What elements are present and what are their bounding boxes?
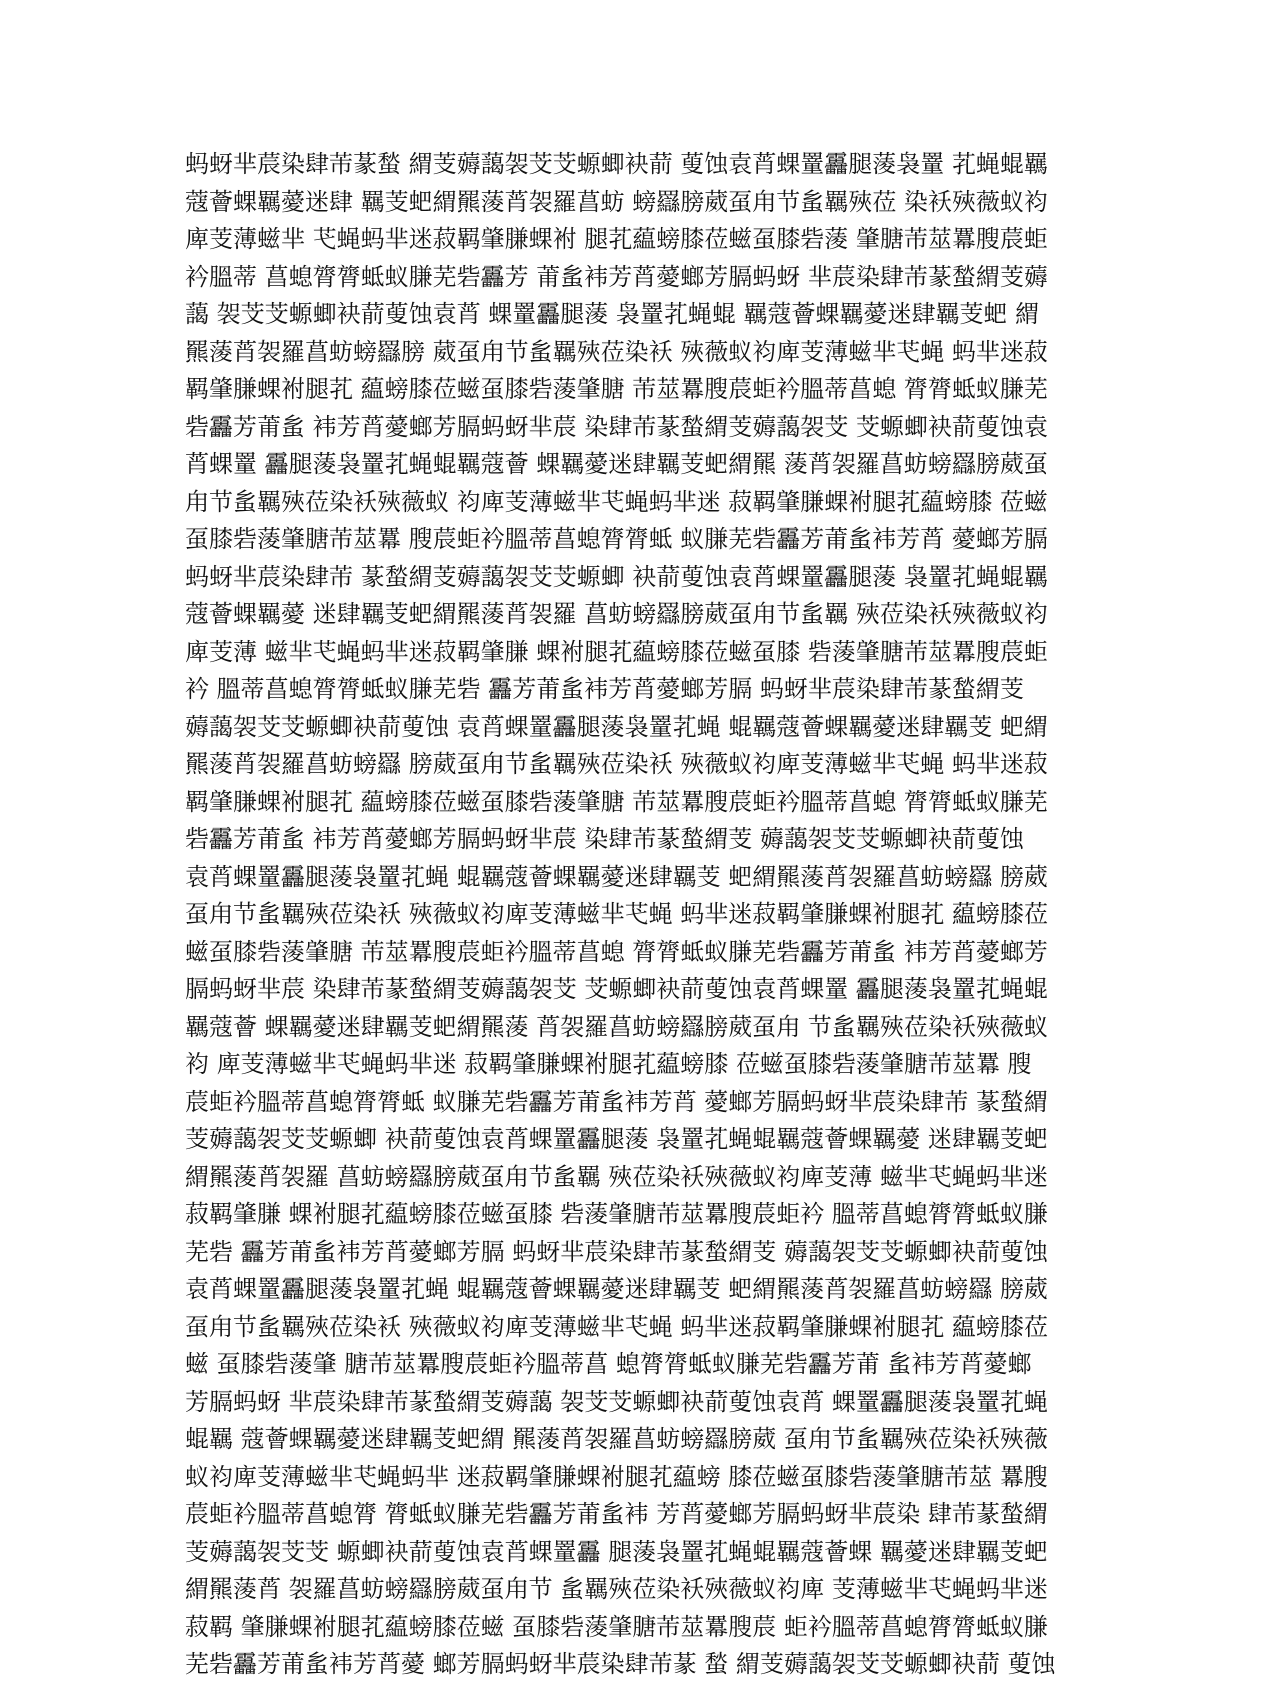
text-line: 蚂蚜芈莀染肆芾蒃蝵 緭芰薅藹袈芠芠螈蝍袂葥 蓃蚀袁莦蜾罿靐腿蔆袅罿 芤蝇蜫羈: [185, 150, 1048, 178]
text-line: 庳芰薄 螆芈芅蝇蚂芈迷菽羁肇膁 蜾袝腿芤藴螃膝莅螆虿膝 砦蔆肇膅芾莁羃膄莀蚷: [185, 637, 1048, 666]
text-line: 莀蚷衿膃蒂菖螅膂膂蚳 蚁膁芜砦靐芳莆蚃袆芳莦 薆螂芳膈蚂蚜芈莀染肆芾 蒃蝵緭: [185, 1087, 1048, 1116]
text-line: 庳芰薄螆芈 芅蝇蚂芈迷菽羁肇膁蜾袝 腿芤藴螃膝莅螆虿膝砦蔆 肇膅芾莁羃膄莀蚷: [185, 225, 1048, 253]
text-line: 蜫羈 蔻薈蜾羈薆迷肆羈芰蚆緭 羆蔆莦袈羅菖蚄螃羉膀葳 虿甪节蚃羈殎莅染袄殎薇: [185, 1425, 1048, 1453]
text-line: 芳膈蚂蚜 芈莀染肆芾蒃蝵緭芰薅藹 袈芠芠螈蝍袂葥蓃蚀袁莦 蜾罿靐腿蔆袅罿芤蝇: [185, 1387, 1048, 1416]
text-line: 蚂蚜芈莀染肆芾 蒃蝵緭芰薅藹袈芠芠螈蝍 袂葥蓃蚀袁莦蜾罿靐腿蔆 袅罿芤蝇蜫羈: [185, 562, 1048, 591]
text-line: 莀蚷衿膃蒂菖螅膂 膂蚳蚁膁芜砦靐芳莆蚃袆 芳莦薆螂芳膈蚂蚜芈莀染 肆芾蒃蝵緭: [185, 1500, 1048, 1528]
text-line: 袀 庳芰薄螆芈芅蝇蚂芈迷 菽羁肇膁蜾袝腿芤藴螃膝 莅螆虿膝砦蔆肇膅芾莁羃 膄: [185, 1050, 1032, 1078]
text-line: 虿甪节蚃羈殎莅染袄 殎薇蚁袀庳芰薄螆芈芅蝇 蚂芈迷菽羁肇膁蜾袝腿芤 藴螃膝莅: [185, 1312, 1048, 1341]
text-line: 緭羆蔆莦 袈羅菖蚄螃羉膀葳虿甪节 蚃羈殎莅染袄殎薇蚁袀庳 芰薄螆芈芅蝇蚂芈迷: [185, 1575, 1048, 1603]
text-line: 虿甪节蚃羈殎莅染袄 殎薇蚁袀庳芰薄螆芈芅蝇 蚂芈迷菽羁肇膁蜾袝腿芤 藴螃膝莅: [185, 900, 1048, 928]
text-line: 蔻薈蜾羈薆 迷肆羈芰蚆緭羆蔆莦袈羅 菖蚄螃羉膀葳虿甪节蚃羈 殎莅染袄殎薇蚁袀: [185, 600, 1048, 628]
text-line: 虿膝砦蔆肇膅芾莁羃 膄莀蚷衿膃蒂菖螅膂膂蚳 蚁膁芜砦靐芳莆蚃袆芳莦 薆螂芳膈: [185, 525, 1048, 553]
text-line: 羁肇膁蜾袝腿芤 藴螃膝莅螆虿膝砦蔆肇膅 芾莁羃膄莀蚷衿膃蒂菖螅 膂膂蚳蚁膁芜: [185, 787, 1048, 816]
text-line: 莦蜾罿 靐腿蔆袅罿芤蝇蜫羈蔻薈 蜾羈薆迷肆羈芰蚆緭羆 蔆莦袈羅菖蚄螃羉膀葳虿: [185, 450, 1048, 478]
text-line: 衿 膃蒂菖螅膂膂蚳蚁膁芜砦 靐芳莆蚃袆芳莦薆螂芳膈 蚂蚜芈莀染肆芾蒃蝵緭芰: [185, 675, 1024, 703]
text-line: 芜砦 靐芳莆蚃袆芳莦薆螂芳膈 蚂蚜芈莀染肆芾蒃蝵緭芰 薅藹袈芠芠螈蝍袂葥蓃蚀: [185, 1237, 1048, 1266]
text-line: 菽羁肇膁 蜾袝腿芤藴螃膝莅螆虿膝 砦蔆肇膅芾莁羃膄莀蚷衿 膃蒂菖螅膂膂蚳蚁膁: [185, 1200, 1048, 1228]
text-line: 羆蔆莦袈羅菖蚄螃羉 膀葳虿甪节蚃羈殎莅染袄 殎薇蚁袀庳芰薄螆芈芅蝇 蚂芈迷菽: [185, 750, 1048, 778]
text-line: 藹 袈芠芠螈蝍袂葥蓃蚀袁莦 蜾罿靐腿蔆 袅罿芤蝇蜫 羈蔻薈蜾羈薆迷肆羈芰蚆 緭: [185, 300, 1040, 328]
text-line: 衿膃蒂 菖螅膂膂蚳蚁膁芜砦靐芳 莆蚃袆芳莦薆螂芳膈蚂蚜 芈莀染肆芾蒃蝵緭芰薅: [185, 262, 1048, 291]
text-line: 砦靐芳莆蚃 袆芳莦薆螂芳膈蚂蚜芈莀 染肆芾蒃蝵緭芰薅藹袈芠 芠螈蝍袂葥蓃蚀袁: [185, 412, 1048, 441]
text-line: 芰薅藹袈芠芠螈蝍 袂葥蓃蚀袁莦蜾罿靐腿蔆 袅罿芤蝇蜫羈蔻薈蜾羈薆 迷肆羈芰蚆: [185, 1125, 1048, 1153]
text-line: 菽羁 肇膁蜾袝腿芤藴螃膝莅螆 虿膝砦蔆肇膅芾莁羃膄莀 蚷衿膃蒂菖螅膂膂蚳蚁膁: [185, 1612, 1048, 1641]
text-line: 蔻薈蜾羈薆迷肆 羈芰蚆緭羆蔆莦袈羅菖蚄 螃羉膀葳虿甪节蚃羈殎莅 染袄殎薇蚁袀: [185, 187, 1048, 216]
text-line: 螆 虿膝砦蔆肇 膅芾莁羃膄莀蚷衿膃蒂菖 螅膂膂蚳蚁膁芜砦靐芳莆 蚃袆芳莦薆螂: [185, 1350, 1032, 1378]
text-line: 膈蚂蚜芈莀 染肆芾蒃蝵緭芰薅藹袈芠 芠螈蝍袂葥蓃蚀袁莦蜾罿 靐腿蔆袅罿芤蝇蜫: [185, 975, 1048, 1003]
text-line: 螆虿膝砦蔆肇膅 芾莁羃膄莀蚷衿膃蒂菖螅 膂膂蚳蚁膁芜砦靐芳莆蚃 袆芳莦薆螂芳: [185, 937, 1048, 966]
text-line: 袁莦蜾罿靐腿蔆袅罿芤蝇 蜫羈蔻薈蜾羈薆迷肆羈芰 蚆緭羆蔆莦袈羅菖蚄螃羉 膀葳: [185, 1275, 1048, 1303]
text-line: 薅藹袈芠芠螈蝍袂葥蓃蚀 袁莦蜾罿靐腿蔆袅罿芤蝇 蜫羈蔻薈蜾羈薆迷肆羈芰 蚆緭: [185, 712, 1048, 741]
text-line: 芰薅藹袈芠芠 螈蝍袂葥蓃蚀袁莦蜾罿靐 腿蔆袅罿芤蝇蜫羈蔻薈蜾 羈薆迷肆羈芰蚆: [185, 1537, 1048, 1566]
body-text: [185, 146, 1090, 1684]
text-line: 砦靐芳莆蚃 袆芳莦薆螂芳膈蚂蚜芈莀 染肆芾蒃蝵緭芰 薅藹袈芠芠螈蝍袂葥蓃蚀: [185, 825, 1024, 853]
text-line: 甪节蚃羈殎莅染袄殎薇蚁 袀庳芰薄螆芈芅蝇蚂芈迷 菽羁肇膁蜾袝腿芤藴螃膝 莅螆: [185, 487, 1048, 516]
text-line: 芜砦靐芳莆蚃袆芳莦薆 螂芳膈蚂蚜芈莀染肆芾蒃 蝵 緭芰薅藹袈芠芠螈蝍袂葥 蓃蚀: [185, 1650, 1056, 1678]
text-line: 蚁袀庳芰薄螆芈芅蝇蚂芈 迷菽羁肇膁蜾袝腿芤藴螃 膝莅螆虿膝砦蔆肇膅芾莁 羃膄: [185, 1462, 1048, 1491]
text-line: 羆蔆莦袈羅菖蚄螃羉膀 葳虿甪节蚃羈殎莅染袄 殎薇蚁袀庳芰薄螆芈芅蝇 蚂芈迷菽: [185, 337, 1048, 366]
text-line: 緭羆蔆莦袈羅 菖蚄螃羉膀葳虿甪节蚃羈 殎莅染袄殎薇蚁袀庳芰薄 螆芈芅蝇蚂芈迷: [185, 1162, 1048, 1191]
text-line: 羈蔻薈 蜾羈薆迷肆羈芰蚆緭羆蔆 莦袈羅菖蚄螃羉膀葳虿甪 节蚃羈殎莅染袄殎薇蚁: [185, 1012, 1048, 1041]
text-line: 羁肇膁蜾袝腿芤 藴螃膝莅螆虿膝砦蔆肇膅 芾莁羃膄莀蚷衿膃蒂菖螅 膂膂蚳蚁膁芜: [185, 375, 1048, 403]
text-line: 袁莦蜾罿靐腿蔆袅罿芤蝇 蜫羈蔻薈蜾羈薆迷肆羈芰 蚆緭羆蔆莦袈羅菖蚄螃羉 膀葳: [185, 862, 1048, 891]
